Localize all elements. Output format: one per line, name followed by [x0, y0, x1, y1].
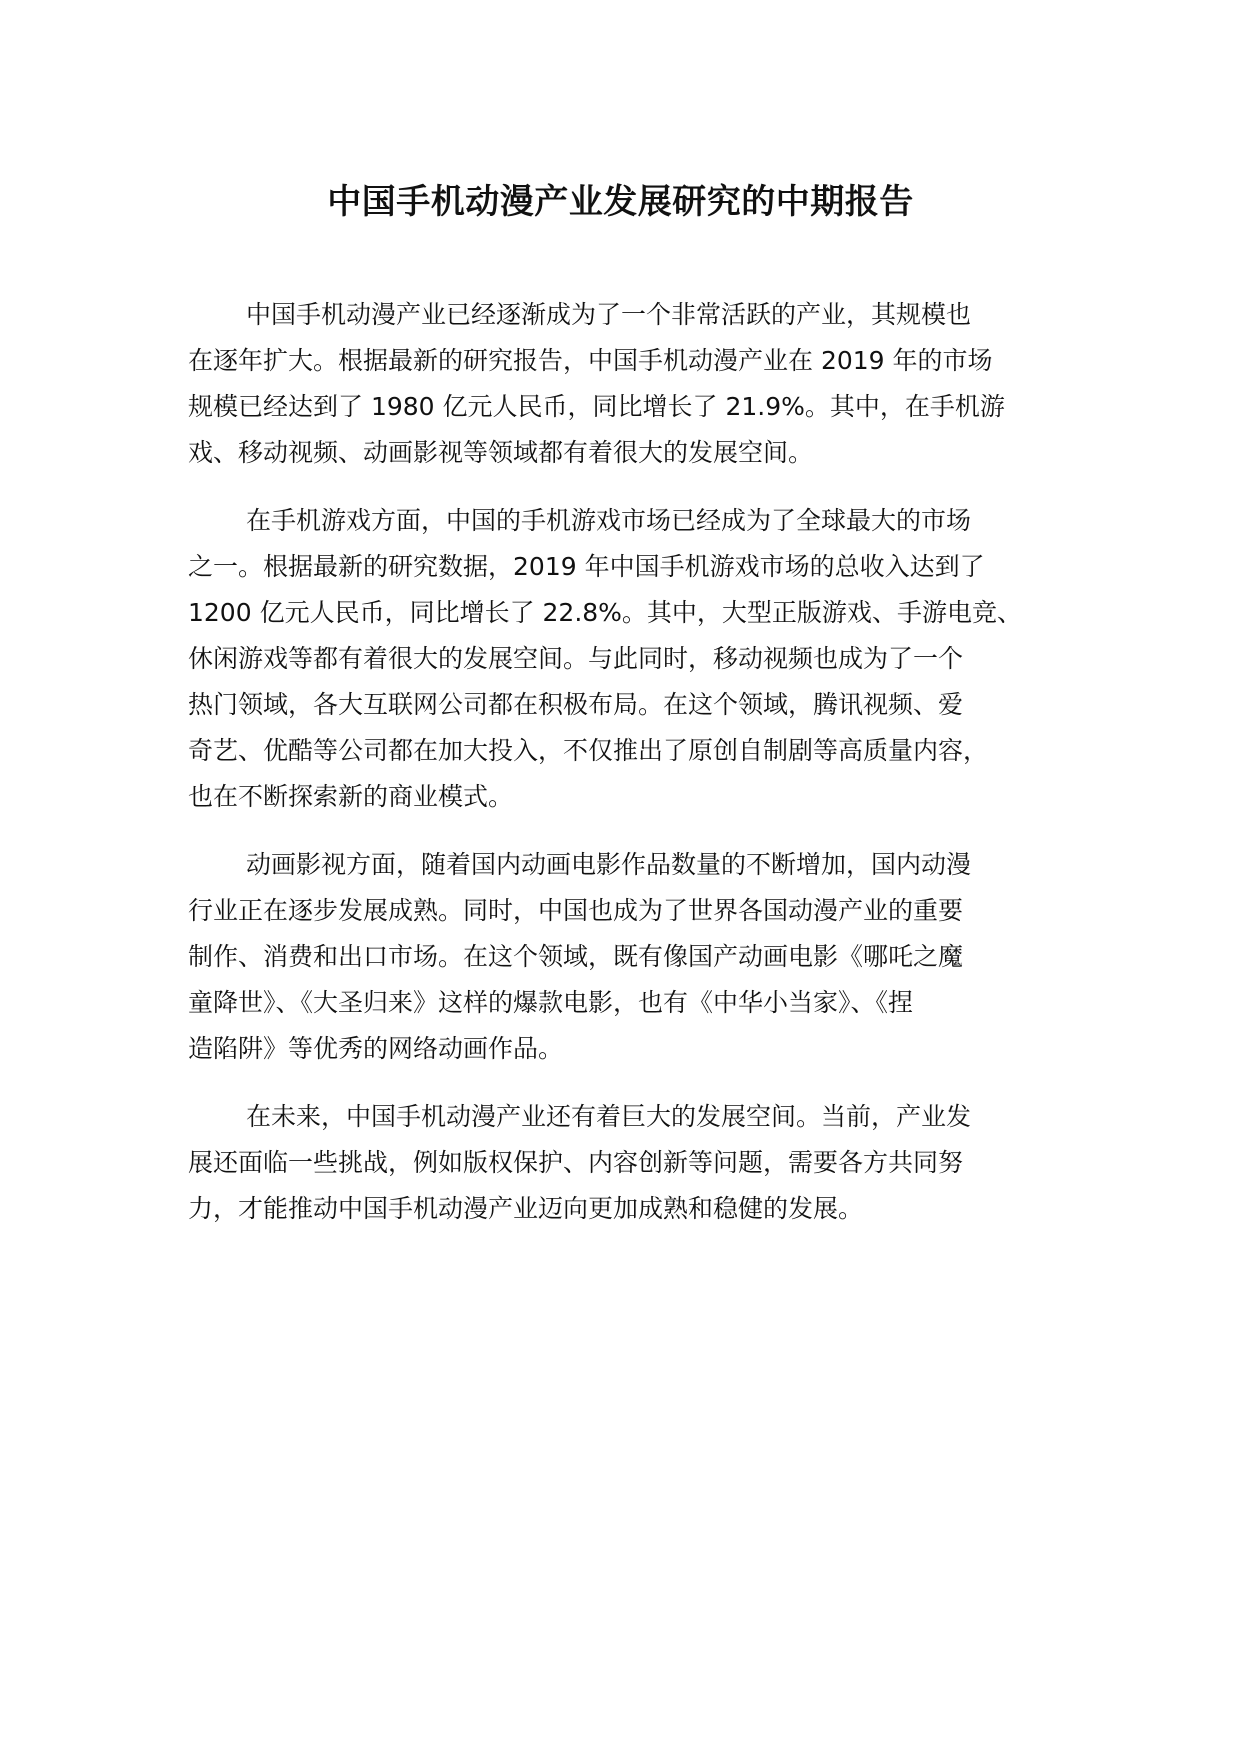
- paragraph-line: 行业正在逐步发展成熟。同时，中国也成为了世界各国动漫产业的重要: [188, 896, 964, 925]
- paragraph-line: 童降世》、《大圣归来》这样的爆款电影，也有《中华小当家》、《捏: [188, 988, 914, 1017]
- paragraph-line: 戏、移动视频、动画影视等领域都有着很大的发展空间。: [188, 438, 814, 467]
- paragraph-line: 之一。根据最新的研究数据，2019 年中国手机游戏市场的总收入达到了: [188, 552, 985, 581]
- paragraph-line: 展还面临一些挑战，例如版权保护、内容创新等问题，需要各方共同努: [188, 1148, 964, 1177]
- paragraph-line: 在手机游戏方面，中国的手机游戏市场已经成为了全球最大的市场: [246, 506, 972, 535]
- paragraph-line: 休闲游戏等都有着很大的发展空间。与此同时，移动视频也成为了一个: [188, 644, 964, 673]
- paragraph-line: 动画影视方面，随着国内动画电影作品数量的不断增加，国内动漫: [246, 850, 972, 879]
- paragraph-1: [188, 292, 1088, 476]
- paragraph-line: 中国手机动漫产业已经逐渐成为了一个非常活跃的产业，其规模也: [246, 300, 972, 329]
- paragraph-line: 热门领域，各大互联网公司都在积极布局。在这个领域，腾讯视频、爱: [188, 690, 964, 719]
- paragraph-line: 奇艺、优酷等公司都在加大投入，不仅推出了原创自制剧等高质量内容，: [188, 736, 989, 765]
- paragraph-line: 也在不断探索新的商业模式。: [188, 782, 514, 811]
- paragraph-line: 在未来，中国手机动漫产业还有着巨大的发展空间。当前，产业发: [246, 1102, 972, 1131]
- paragraph-line: 力，才能推动中国手机动漫产业迈向更加成熟和稳健的发展。: [188, 1194, 864, 1223]
- paragraph-line: 制作、消费和出口市场。在这个领域，既有像国产动画电影《哪吒之魔: [188, 942, 964, 971]
- paragraph-line: 在逐年扩大。根据最新的研究报告，中国手机动漫产业在 2019 年的市场: [188, 346, 993, 375]
- paragraph-line: 1200 亿元人民币，同比增长了 22.8%。其中，大型正版游戏、手游电竞、: [188, 598, 1022, 627]
- document-title: 中国手机动漫产业发展研究的中期报告: [327, 182, 914, 222]
- document-body: [188, 292, 1088, 1254]
- paragraph-line: 造陷阱》等优秀的网络动画作品。: [188, 1034, 564, 1063]
- paragraph-4: [188, 1094, 1088, 1232]
- paragraph-line: 规模已经达到了 1980 亿元人民币，同比增长了 21.9%。其中，在手机游: [188, 392, 1005, 421]
- paragraph-2: [188, 498, 1088, 820]
- paragraph-3: [188, 842, 1088, 1072]
